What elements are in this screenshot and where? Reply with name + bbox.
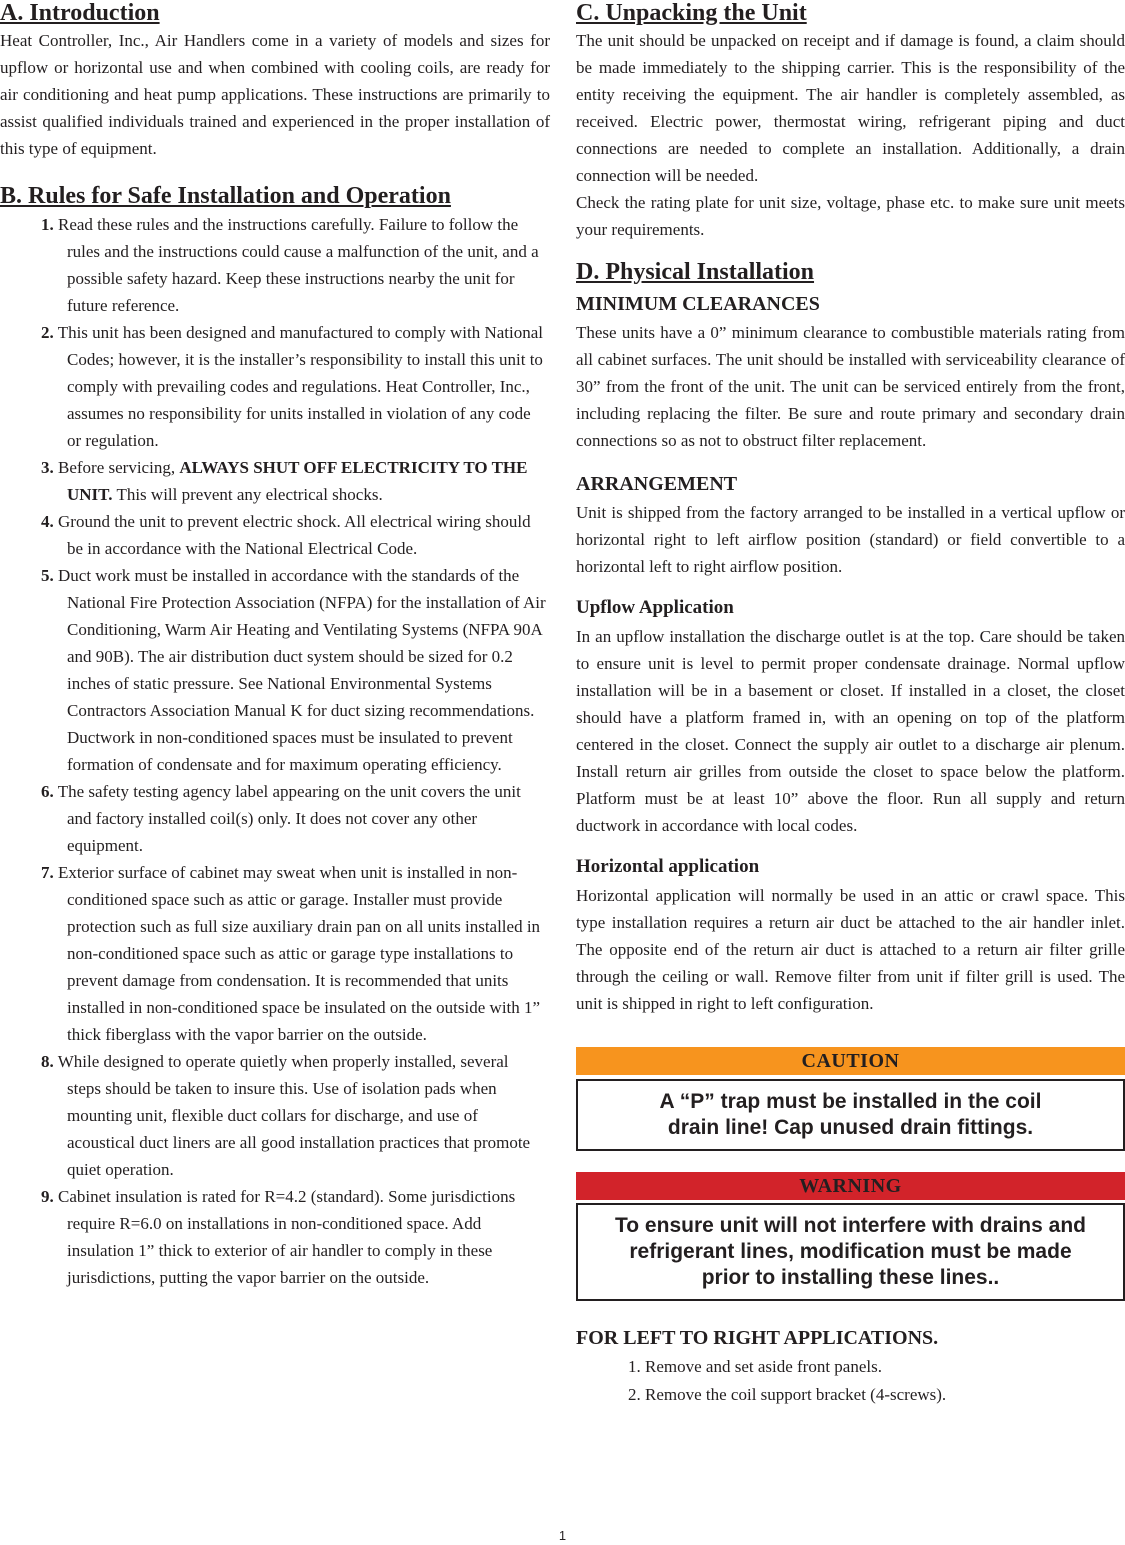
clearances-text: These units have a 0” minimum clearance to combustible materials rating from all cabinet surfaces. The unit should be installed with serviceability clearance of 30” from the front of the unit. The unit can be serviced entirely from the front, including replacing the filter. Be sure and route primary and secondary drain connections so as not to obstruct filter replacement. [576, 323, 1125, 450]
rule-item: 3. Before servicing, ALWAYS SHUT OFF ELECTRICITY TO THE UNIT. This will prevent any electrical shocks. [41, 458, 528, 504]
rule-item: 2. This unit has been designed and manufactured to comply with National Codes; however, it is the installer’s responsibility to install this unit to comply with prevailing codes and regulations. Heat Controller, Inc., assumes no responsibility for units installed in violation of any code or regulation. [41, 323, 544, 450]
arrangement-text: Unit is shipped from the factory arranged to be installed in a vertical upflow or horizontal right to left airflow position (standard) or field convertible to a horizontal left to right airflow position. [576, 503, 1125, 576]
caution-box [576, 1047, 1125, 1151]
rule-item: 1. Read these rules and the instructions carefully. Failure to follow the rules and the instructions could cause a malfunction of the unit, and a possible safety hazard. Keep these instructions nearby the unit for future reference. [41, 215, 539, 315]
rules-heading: B. Rules for Safe Installation and Operation [0, 183, 451, 209]
list-item: 1. Remove and set aside front panels. [628, 1357, 882, 1376]
warning-box [576, 1172, 1125, 1301]
rule-item: 9. Cabinet insulation is rated for R=4.2 (standard). Some jurisdictions require R=6.0 on installations in non-conditioned space. Add insulation 1” thick to exterior of air handler to comply in these jurisdictions, putting the vapor barrier on the outside. [41, 1187, 516, 1287]
introduction-heading: A. Introduction [0, 0, 160, 26]
warning-body: To ensure unit will not interfere with drains and refrigerant lines, modification must be made prior to installing these lines.. [576, 1203, 1125, 1301]
unpacking-text: The unit should be unpacked on receipt and if damage is found, a claim should be made immediately to the shipping carrier. This is the responsibility of the entity receiving the equipment. The air handler is completely assembled, as received. Electric power, thermostat wiring, refrigerant piping and duct connections are needed to complete an installation. Additionally, a drain connection will be needed. [576, 31, 1125, 185]
introduction-text: Heat Controller, Inc., Air Handlers come in a variety of models and sizes for upflow or horizontal use and when combined with cooling coils, are ready for air conditioning and heat pump applications. These instructions are primarily to assist qualified individuals trained and experienced in the proper installation of this type of equipment. [0, 31, 550, 158]
right-column [576, 0, 1125, 1409]
unpacking-heading: C. Unpacking the Unit [576, 0, 807, 26]
left-column [0, 0, 550, 1291]
rule-item: 8. While designed to operate quietly when properly installed, several steps should be taken to insure this. Use of isolation pads when mounting unit, flexible duct collars for discharge, and use of acoustical duct liners are all good installation practices that promote quiet operation. [41, 1052, 531, 1179]
page-number: 1 [558, 1528, 567, 1543]
horizontal-text: Horizontal application will normally be used in an attic or crawl space. This type installation requires a return air duct be attached to the air handler inlet. The opposite end of the return air duct is attached to a return air filter grille through the ceiling or wall. Remove filter from unit if filter grill is used. The unit is shipped in right to left configuration. [576, 886, 1125, 1013]
caution-header: CAUTION [576, 1047, 1125, 1075]
left-to-right-title: FOR LEFT TO RIGHT APPLICATIONS. [576, 1327, 939, 1349]
clearances-title: MINIMUM CLEARANCES [576, 293, 820, 315]
upflow-title: Upflow Application [576, 597, 734, 618]
rule-item: 4. Ground the unit to prevent electric shock. All electrical wiring should be in accordance with the National Electrical Code. [41, 512, 531, 558]
rule-item: 6. The safety testing agency label appearing on the unit covers the unit and factory installed coil(s) only. It does not cover any other equipment. [41, 782, 521, 855]
caution-body: A “P” trap must be installed in the coil drain line! Cap unused drain fittings. [576, 1079, 1125, 1151]
rules-list [0, 211, 550, 1291]
list-item: 2. Remove the coil support bracket (4-screws). [628, 1385, 947, 1404]
physical-installation-heading: D. Physical Installation [576, 259, 815, 285]
upflow-text: In an upflow installation the discharge outlet is at the top. Care should be taken to ensure unit is level to permit proper condensate drainage. Normal upflow installation will be in a basement or closet. If installed in a closet, the closet should have a platform framed in, with an opening on top of the platform centered in the closet. Connect the supply air outlet to a discharge air plenum. Install return air grilles from outside the closet to space below the platform. Platform must be at least 10” above the floor. Run all supply and return ductwork in accordance with local codes. [576, 627, 1125, 835]
unpacking-check-text: Check the rating plate for unit size, voltage, phase etc. to make sure unit meets your requirements. [576, 193, 1125, 239]
left-to-right-steps [576, 1353, 1125, 1409]
rule-item: 5. Duct work must be installed in accordance with the standards of the National Fire Protection Association (NFPA) for the installation of Air Conditioning, Warm Air Heating and Ventilating Systems (NFPA 90A and 90B). The air distribution duct system should be sized for 0.2 inches of static pressure. See National Environmental Systems Contractors Association Manual K for duct sizing recommendations. Ductwork in non-conditioned spaces must be insulated to prevent formation of condensate and for maximum operating efficiency. [41, 566, 546, 774]
horizontal-title: Horizontal application [576, 856, 760, 877]
arrangement-title: ARRANGEMENT [576, 473, 738, 495]
warning-header: WARNING [576, 1172, 1125, 1200]
rule-item: 7. Exterior surface of cabinet may sweat when unit is installed in non-conditioned space such as attic or garage. Installer must provide protection such as full size auxiliary drain pan on all units installed in non-conditioned space such as attic or garage type installations to prevent damage from condensation. It is recommended that units installed in non-conditioned space be insulated on the outside with 1” thick fiberglass with the vapor barrier on the outside. [41, 863, 541, 1044]
